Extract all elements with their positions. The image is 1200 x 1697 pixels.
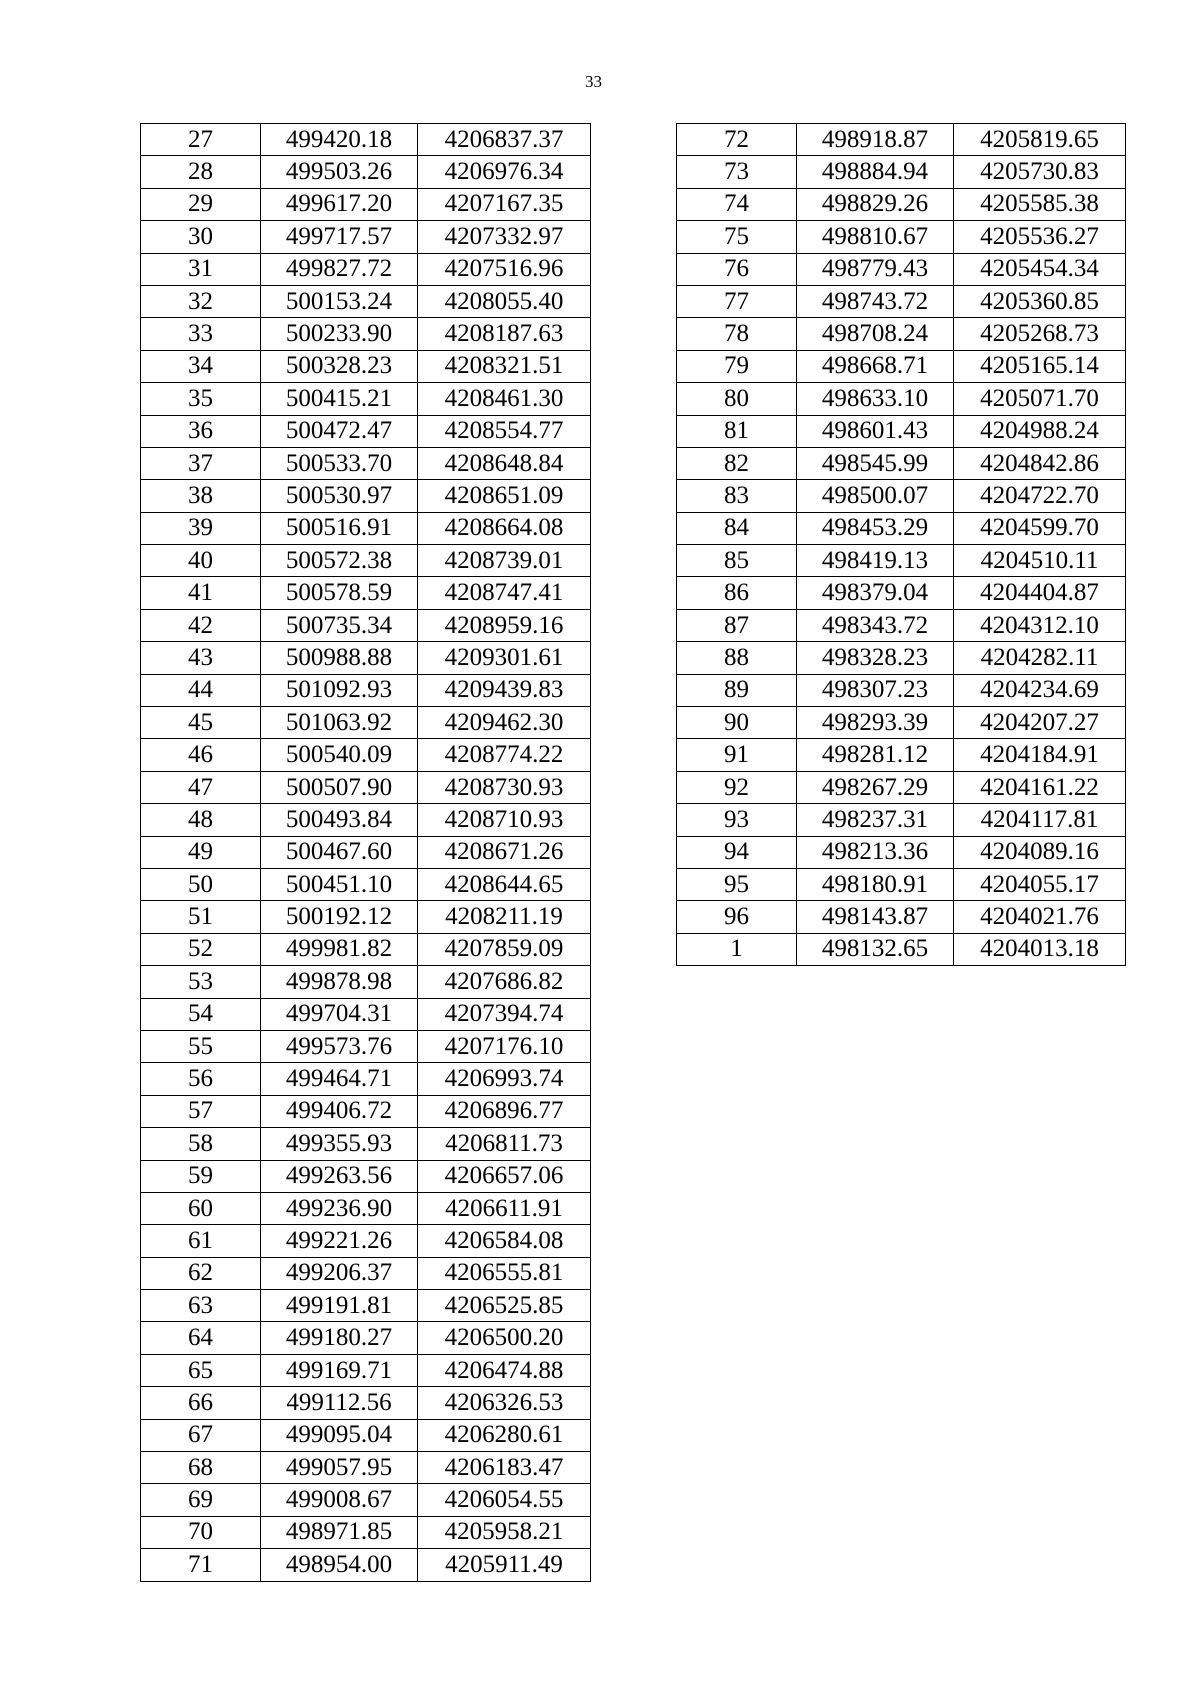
y-coordinate-cell: 4208644.65 xyxy=(418,868,591,900)
point-number-cell: 75 xyxy=(677,221,797,253)
x-coordinate-cell: 499112.56 xyxy=(261,1387,418,1419)
table-row xyxy=(141,1322,591,1354)
y-coordinate-cell: 4204234.69 xyxy=(954,674,1126,706)
coordinates-table-right-body xyxy=(677,124,1126,966)
y-coordinate-cell: 4206993.74 xyxy=(418,1063,591,1095)
y-coordinate-cell: 4206611.91 xyxy=(418,1192,591,1224)
y-coordinate-cell: 4204988.24 xyxy=(954,415,1126,447)
x-coordinate-cell: 498971.85 xyxy=(261,1516,418,1548)
table-row xyxy=(677,804,1126,836)
table-row xyxy=(141,1452,591,1484)
point-number-cell: 53 xyxy=(141,966,261,998)
y-coordinate-cell: 4208710.93 xyxy=(418,804,591,836)
point-number-cell: 27 xyxy=(141,124,261,156)
y-coordinate-cell: 4208648.84 xyxy=(418,447,591,479)
y-coordinate-cell: 4205819.65 xyxy=(954,124,1126,156)
table-row xyxy=(141,285,591,317)
x-coordinate-cell: 499717.57 xyxy=(261,221,418,253)
x-coordinate-cell: 498237.31 xyxy=(797,804,954,836)
x-coordinate-cell: 499704.31 xyxy=(261,998,418,1030)
point-number-cell: 58 xyxy=(141,1128,261,1160)
table-row xyxy=(141,156,591,188)
y-coordinate-cell: 4209462.30 xyxy=(418,707,591,739)
point-number-cell: 57 xyxy=(141,1095,261,1127)
x-coordinate-cell: 499057.95 xyxy=(261,1452,418,1484)
table-row xyxy=(141,739,591,771)
table-row xyxy=(677,739,1126,771)
point-number-cell: 60 xyxy=(141,1192,261,1224)
table-row xyxy=(677,318,1126,350)
point-number-cell: 54 xyxy=(141,998,261,1030)
x-coordinate-cell: 498779.43 xyxy=(797,253,954,285)
coordinates-table-right xyxy=(676,123,1126,966)
x-coordinate-cell: 498743.72 xyxy=(797,285,954,317)
point-number-cell: 42 xyxy=(141,609,261,641)
x-coordinate-cell: 500988.88 xyxy=(261,642,418,674)
table-row xyxy=(141,1128,591,1160)
y-coordinate-cell: 4204055.17 xyxy=(954,868,1126,900)
y-coordinate-cell: 4206976.34 xyxy=(418,156,591,188)
y-coordinate-cell: 4205360.85 xyxy=(954,285,1126,317)
x-coordinate-cell: 499573.76 xyxy=(261,1030,418,1062)
table-row xyxy=(677,901,1126,933)
x-coordinate-cell: 500507.90 xyxy=(261,771,418,803)
point-number-cell: 28 xyxy=(141,156,261,188)
x-coordinate-cell: 500415.21 xyxy=(261,383,418,415)
y-coordinate-cell: 4207176.10 xyxy=(418,1030,591,1062)
coordinates-table-left xyxy=(140,123,591,1582)
y-coordinate-cell: 4207516.96 xyxy=(418,253,591,285)
y-coordinate-cell: 4204282.11 xyxy=(954,642,1126,674)
table-row xyxy=(141,966,591,998)
table-row xyxy=(141,1095,591,1127)
x-coordinate-cell: 498143.87 xyxy=(797,901,954,933)
point-number-cell: 92 xyxy=(677,771,797,803)
x-coordinate-cell: 500578.59 xyxy=(261,577,418,609)
y-coordinate-cell: 4209439.83 xyxy=(418,674,591,706)
x-coordinate-cell: 500328.23 xyxy=(261,350,418,382)
table-row xyxy=(141,998,591,1030)
table-row xyxy=(677,415,1126,447)
x-coordinate-cell: 500472.47 xyxy=(261,415,418,447)
point-number-cell: 62 xyxy=(141,1257,261,1289)
x-coordinate-cell: 498343.72 xyxy=(797,609,954,641)
point-number-cell: 84 xyxy=(677,512,797,544)
table-row xyxy=(141,1192,591,1224)
table-row xyxy=(141,933,591,965)
x-coordinate-cell: 499008.67 xyxy=(261,1484,418,1516)
point-number-cell: 45 xyxy=(141,707,261,739)
table-row xyxy=(141,1290,591,1322)
point-number-cell: 96 xyxy=(677,901,797,933)
x-coordinate-cell: 500540.09 xyxy=(261,739,418,771)
point-number-cell: 70 xyxy=(141,1516,261,1548)
point-number-cell: 76 xyxy=(677,253,797,285)
x-coordinate-cell: 499355.93 xyxy=(261,1128,418,1160)
point-number-cell: 72 xyxy=(677,124,797,156)
x-coordinate-cell: 499420.18 xyxy=(261,124,418,156)
table-row xyxy=(141,318,591,350)
y-coordinate-cell: 4204599.70 xyxy=(954,512,1126,544)
x-coordinate-cell: 498954.00 xyxy=(261,1549,418,1581)
table-row xyxy=(141,1387,591,1419)
y-coordinate-cell: 4208055.40 xyxy=(418,285,591,317)
point-number-cell: 38 xyxy=(141,480,261,512)
table-row xyxy=(141,188,591,220)
point-number-cell: 59 xyxy=(141,1160,261,1192)
point-number-cell: 37 xyxy=(141,447,261,479)
point-number-cell: 79 xyxy=(677,350,797,382)
y-coordinate-cell: 4208461.30 xyxy=(418,383,591,415)
point-number-cell: 73 xyxy=(677,156,797,188)
x-coordinate-cell: 499095.04 xyxy=(261,1419,418,1451)
page-number: 33 xyxy=(585,72,602,91)
y-coordinate-cell: 4206657.06 xyxy=(418,1160,591,1192)
x-coordinate-cell: 499206.37 xyxy=(261,1257,418,1289)
x-coordinate-cell: 500530.97 xyxy=(261,480,418,512)
x-coordinate-cell: 500233.90 xyxy=(261,318,418,350)
point-number-cell: 30 xyxy=(141,221,261,253)
point-number-cell: 66 xyxy=(141,1387,261,1419)
point-number-cell: 68 xyxy=(141,1452,261,1484)
point-number-cell: 48 xyxy=(141,804,261,836)
y-coordinate-cell: 4204117.81 xyxy=(954,804,1126,836)
point-number-cell: 47 xyxy=(141,771,261,803)
y-coordinate-cell: 4204021.76 xyxy=(954,901,1126,933)
y-coordinate-cell: 4204510.11 xyxy=(954,545,1126,577)
x-coordinate-cell: 501063.92 xyxy=(261,707,418,739)
y-coordinate-cell: 4208664.08 xyxy=(418,512,591,544)
table-row xyxy=(677,253,1126,285)
y-coordinate-cell: 4204161.22 xyxy=(954,771,1126,803)
point-number-cell: 35 xyxy=(141,383,261,415)
y-coordinate-cell: 4206555.81 xyxy=(418,1257,591,1289)
table-row xyxy=(677,156,1126,188)
table-row xyxy=(677,447,1126,479)
point-number-cell: 43 xyxy=(141,642,261,674)
point-number-cell: 85 xyxy=(677,545,797,577)
x-coordinate-cell: 498918.87 xyxy=(797,124,954,156)
x-coordinate-cell: 498213.36 xyxy=(797,836,954,868)
table-row xyxy=(141,447,591,479)
point-number-cell: 55 xyxy=(141,1030,261,1062)
x-coordinate-cell: 500533.70 xyxy=(261,447,418,479)
y-coordinate-cell: 4205268.73 xyxy=(954,318,1126,350)
y-coordinate-cell: 4208774.22 xyxy=(418,739,591,771)
y-coordinate-cell: 4206811.73 xyxy=(418,1128,591,1160)
point-number-cell: 65 xyxy=(141,1354,261,1386)
x-coordinate-cell: 500467.60 xyxy=(261,836,418,868)
y-coordinate-cell: 4207332.97 xyxy=(418,221,591,253)
point-number-cell: 41 xyxy=(141,577,261,609)
point-number-cell: 44 xyxy=(141,674,261,706)
table-row xyxy=(677,512,1126,544)
table-row xyxy=(141,577,591,609)
y-coordinate-cell: 4206584.08 xyxy=(418,1225,591,1257)
table-row xyxy=(141,1484,591,1516)
y-coordinate-cell: 4205454.34 xyxy=(954,253,1126,285)
x-coordinate-cell: 499878.98 xyxy=(261,966,418,998)
table-row xyxy=(141,1516,591,1548)
point-number-cell: 64 xyxy=(141,1322,261,1354)
point-number-cell: 46 xyxy=(141,739,261,771)
table-row xyxy=(677,868,1126,900)
point-number-cell: 91 xyxy=(677,739,797,771)
y-coordinate-cell: 4206326.53 xyxy=(418,1387,591,1419)
x-coordinate-cell: 499827.72 xyxy=(261,253,418,285)
point-number-cell: 50 xyxy=(141,868,261,900)
point-number-cell: 88 xyxy=(677,642,797,674)
y-coordinate-cell: 4206054.55 xyxy=(418,1484,591,1516)
y-coordinate-cell: 4208554.77 xyxy=(418,415,591,447)
y-coordinate-cell: 4207394.74 xyxy=(418,998,591,1030)
table-row xyxy=(677,771,1126,803)
point-number-cell: 1 xyxy=(677,933,797,965)
table-row xyxy=(141,836,591,868)
y-coordinate-cell: 4208211.19 xyxy=(418,901,591,933)
y-coordinate-cell: 4208739.01 xyxy=(418,545,591,577)
point-number-cell: 78 xyxy=(677,318,797,350)
x-coordinate-cell: 501092.93 xyxy=(261,674,418,706)
table-row xyxy=(141,1160,591,1192)
point-number-cell: 82 xyxy=(677,447,797,479)
x-coordinate-cell: 500735.34 xyxy=(261,609,418,641)
table-row xyxy=(141,1030,591,1062)
point-number-cell: 71 xyxy=(141,1549,261,1581)
y-coordinate-cell: 4204013.18 xyxy=(954,933,1126,965)
table-row xyxy=(677,124,1126,156)
coordinates-table-left-body xyxy=(141,124,591,1582)
x-coordinate-cell: 498708.24 xyxy=(797,318,954,350)
x-coordinate-cell: 499236.90 xyxy=(261,1192,418,1224)
table-row xyxy=(141,868,591,900)
x-coordinate-cell: 500153.24 xyxy=(261,285,418,317)
x-coordinate-cell: 500192.12 xyxy=(261,901,418,933)
point-number-cell: 29 xyxy=(141,188,261,220)
x-coordinate-cell: 498500.07 xyxy=(797,480,954,512)
y-coordinate-cell: 4206500.20 xyxy=(418,1322,591,1354)
table-row xyxy=(677,350,1126,382)
y-coordinate-cell: 4209301.61 xyxy=(418,642,591,674)
x-coordinate-cell: 498545.99 xyxy=(797,447,954,479)
x-coordinate-cell: 499221.26 xyxy=(261,1225,418,1257)
x-coordinate-cell: 498829.26 xyxy=(797,188,954,220)
point-number-cell: 74 xyxy=(677,188,797,220)
x-coordinate-cell: 498307.23 xyxy=(797,674,954,706)
x-coordinate-cell: 499406.72 xyxy=(261,1095,418,1127)
point-number-cell: 90 xyxy=(677,707,797,739)
point-number-cell: 40 xyxy=(141,545,261,577)
point-number-cell: 36 xyxy=(141,415,261,447)
table-row xyxy=(141,221,591,253)
table-row xyxy=(677,609,1126,641)
x-coordinate-cell: 498267.29 xyxy=(797,771,954,803)
table-row xyxy=(677,188,1126,220)
table-row xyxy=(677,285,1126,317)
table-row xyxy=(677,545,1126,577)
y-coordinate-cell: 4206837.37 xyxy=(418,124,591,156)
y-coordinate-cell: 4208959.16 xyxy=(418,609,591,641)
y-coordinate-cell: 4204404.87 xyxy=(954,577,1126,609)
x-coordinate-cell: 498453.29 xyxy=(797,512,954,544)
y-coordinate-cell: 4205536.27 xyxy=(954,221,1126,253)
x-coordinate-cell: 499169.71 xyxy=(261,1354,418,1386)
y-coordinate-cell: 4208730.93 xyxy=(418,771,591,803)
point-number-cell: 61 xyxy=(141,1225,261,1257)
x-coordinate-cell: 498633.10 xyxy=(797,383,954,415)
x-coordinate-cell: 498180.91 xyxy=(797,868,954,900)
table-row xyxy=(141,415,591,447)
point-number-cell: 83 xyxy=(677,480,797,512)
table-row xyxy=(141,124,591,156)
point-number-cell: 93 xyxy=(677,804,797,836)
y-coordinate-cell: 4205730.83 xyxy=(954,156,1126,188)
x-coordinate-cell: 498328.23 xyxy=(797,642,954,674)
x-coordinate-cell: 498419.13 xyxy=(797,545,954,577)
point-number-cell: 52 xyxy=(141,933,261,965)
point-number-cell: 89 xyxy=(677,674,797,706)
x-coordinate-cell: 498293.39 xyxy=(797,707,954,739)
point-number-cell: 31 xyxy=(141,253,261,285)
table-row xyxy=(141,771,591,803)
table-row xyxy=(141,1225,591,1257)
table-row xyxy=(141,674,591,706)
x-coordinate-cell: 500572.38 xyxy=(261,545,418,577)
table-row xyxy=(677,933,1126,965)
y-coordinate-cell: 4206525.85 xyxy=(418,1290,591,1322)
y-coordinate-cell: 4204312.10 xyxy=(954,609,1126,641)
y-coordinate-cell: 4204089.16 xyxy=(954,836,1126,868)
x-coordinate-cell: 498132.65 xyxy=(797,933,954,965)
x-coordinate-cell: 499191.81 xyxy=(261,1290,418,1322)
table-row xyxy=(141,804,591,836)
point-number-cell: 77 xyxy=(677,285,797,317)
point-number-cell: 95 xyxy=(677,868,797,900)
y-coordinate-cell: 4205165.14 xyxy=(954,350,1126,382)
y-coordinate-cell: 4208321.51 xyxy=(418,350,591,382)
table-row xyxy=(141,253,591,285)
x-coordinate-cell: 498668.71 xyxy=(797,350,954,382)
table-row xyxy=(141,1257,591,1289)
x-coordinate-cell: 499503.26 xyxy=(261,156,418,188)
table-row xyxy=(141,1063,591,1095)
point-number-cell: 63 xyxy=(141,1290,261,1322)
point-number-cell: 81 xyxy=(677,415,797,447)
y-coordinate-cell: 4204207.27 xyxy=(954,707,1126,739)
y-coordinate-cell: 4207167.35 xyxy=(418,188,591,220)
y-coordinate-cell: 4208671.26 xyxy=(418,836,591,868)
x-coordinate-cell: 500451.10 xyxy=(261,868,418,900)
x-coordinate-cell: 498810.67 xyxy=(797,221,954,253)
table-row xyxy=(141,350,591,382)
table-row xyxy=(141,901,591,933)
point-number-cell: 34 xyxy=(141,350,261,382)
table-row xyxy=(677,577,1126,609)
table-row xyxy=(677,383,1126,415)
y-coordinate-cell: 4208651.09 xyxy=(418,480,591,512)
x-coordinate-cell: 498601.43 xyxy=(797,415,954,447)
point-number-cell: 56 xyxy=(141,1063,261,1095)
table-row xyxy=(141,609,591,641)
table-row xyxy=(677,642,1126,674)
y-coordinate-cell: 4207686.82 xyxy=(418,966,591,998)
x-coordinate-cell: 499464.71 xyxy=(261,1063,418,1095)
point-number-cell: 86 xyxy=(677,577,797,609)
y-coordinate-cell: 4208187.63 xyxy=(418,318,591,350)
point-number-cell: 94 xyxy=(677,836,797,868)
table-row xyxy=(677,674,1126,706)
table-row xyxy=(141,383,591,415)
x-coordinate-cell: 499263.56 xyxy=(261,1160,418,1192)
table-row xyxy=(141,545,591,577)
point-number-cell: 87 xyxy=(677,609,797,641)
y-coordinate-cell: 4205958.21 xyxy=(418,1516,591,1548)
table-row xyxy=(141,707,591,739)
table-row xyxy=(141,642,591,674)
y-coordinate-cell: 4205585.38 xyxy=(954,188,1126,220)
point-number-cell: 49 xyxy=(141,836,261,868)
x-coordinate-cell: 498379.04 xyxy=(797,577,954,609)
point-number-cell: 39 xyxy=(141,512,261,544)
table-row xyxy=(677,836,1126,868)
y-coordinate-cell: 4208747.41 xyxy=(418,577,591,609)
table-row xyxy=(677,707,1126,739)
point-number-cell: 67 xyxy=(141,1419,261,1451)
y-coordinate-cell: 4204842.86 xyxy=(954,447,1126,479)
table-row xyxy=(141,480,591,512)
x-coordinate-cell: 499617.20 xyxy=(261,188,418,220)
y-coordinate-cell: 4206474.88 xyxy=(418,1354,591,1386)
y-coordinate-cell: 4206183.47 xyxy=(418,1452,591,1484)
point-number-cell: 32 xyxy=(141,285,261,317)
table-row xyxy=(677,480,1126,512)
y-coordinate-cell: 4205071.70 xyxy=(954,383,1126,415)
y-coordinate-cell: 4204722.70 xyxy=(954,480,1126,512)
table-row xyxy=(141,1549,591,1581)
y-coordinate-cell: 4205911.49 xyxy=(418,1549,591,1581)
y-coordinate-cell: 4206896.77 xyxy=(418,1095,591,1127)
y-coordinate-cell: 4207859.09 xyxy=(418,933,591,965)
table-row xyxy=(141,1354,591,1386)
point-number-cell: 80 xyxy=(677,383,797,415)
point-number-cell: 51 xyxy=(141,901,261,933)
x-coordinate-cell: 498281.12 xyxy=(797,739,954,771)
x-coordinate-cell: 498884.94 xyxy=(797,156,954,188)
x-coordinate-cell: 500493.84 xyxy=(261,804,418,836)
y-coordinate-cell: 4204184.91 xyxy=(954,739,1126,771)
x-coordinate-cell: 500516.91 xyxy=(261,512,418,544)
table-row xyxy=(677,221,1126,253)
point-number-cell: 33 xyxy=(141,318,261,350)
x-coordinate-cell: 499981.82 xyxy=(261,933,418,965)
point-number-cell: 69 xyxy=(141,1484,261,1516)
table-row xyxy=(141,512,591,544)
x-coordinate-cell: 499180.27 xyxy=(261,1322,418,1354)
table-row xyxy=(141,1419,591,1451)
y-coordinate-cell: 4206280.61 xyxy=(418,1419,591,1451)
